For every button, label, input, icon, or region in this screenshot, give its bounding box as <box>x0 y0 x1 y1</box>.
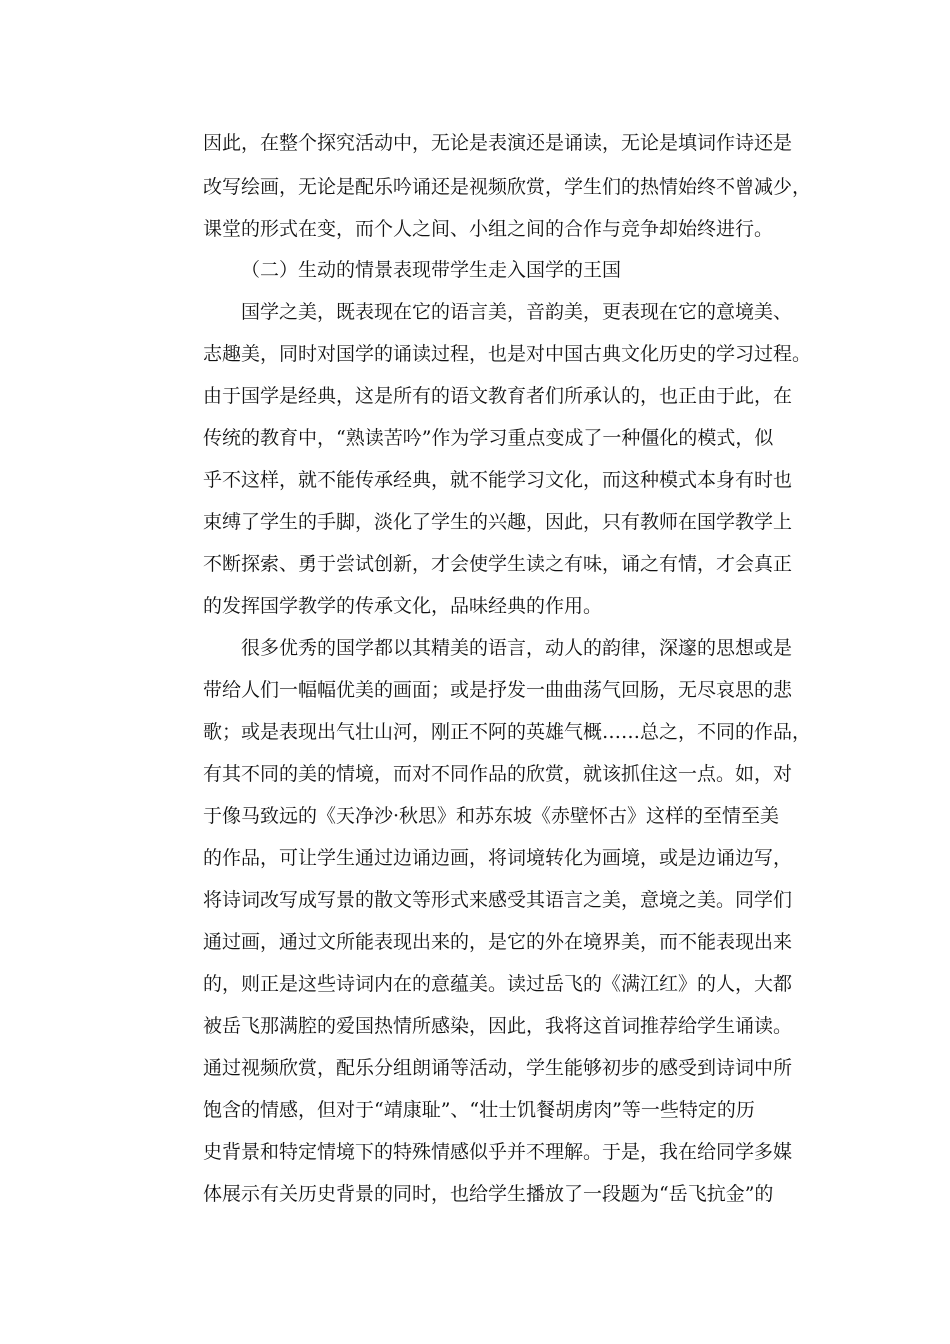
text-line: 乎不这样，就不能传承经典，就不能学习文化，而这种模式本身有时也 <box>203 469 793 491</box>
text-line: 史背景和特定情境下的特殊情感似乎并不理解。于是，我在给同学多媒 <box>203 1141 793 1163</box>
text-line: 志趣美，同时对国学的诵读过程，也是对中国古典文化历史的学习过程。 <box>203 343 812 365</box>
text-line: 饱含的情感，但对于“靖康耻”、“壮士饥餐胡虏肉”等一些特定的历 <box>203 1099 755 1121</box>
text-line: 的，则正是这些诗词内在的意蕴美。读过岳飞的《满江红》的人，大都 <box>203 973 793 995</box>
text-line: 传统的教育中，“熟读苦吟”作为学习重点变成了一种僵化的模式，似 <box>203 427 774 449</box>
text-line: 于像马致远的《天净沙·秋思》和苏东坡《赤壁怀古》这样的至情至美 <box>203 805 780 827</box>
text-line: 带给人们一幅幅优美的画面；或是抒发一曲曲荡气回肠，无尽哀思的悲 <box>203 679 793 701</box>
text-line: 由于国学是经典，这是所有的语文教育者们所承认的，也正由于此，在 <box>203 385 793 407</box>
text-line: 通过画，通过文所能表现出来的，是它的外在境界美，而不能表现出来 <box>203 931 793 953</box>
section-heading: （二）生动的情景表现带学生走入国学的王国 <box>241 259 622 281</box>
text-line: 被岳飞那满腔的爱国热情所感染，因此，我将这首词推荐给学生诵读。 <box>203 1015 793 1037</box>
text-line: 课堂的形式在变，而个人之间、小组之间的合作与竞争却始终进行。 <box>203 218 774 240</box>
text-line: 将诗词改写成写景的散文等形式来感受其语言之美，意境之美。同学们 <box>203 889 793 911</box>
text-line: 国学之美，既表现在它的语言美，音韵美，更表现在它的意境美、 <box>241 301 793 323</box>
text-line: 改写绘画，无论是配乐吟诵还是视频欣赏，学生们的热情始终不曾减少， <box>203 176 812 198</box>
text-line: 通过视频欣赏，配乐分组朗诵等活动，学生能够初步的感受到诗词中所 <box>203 1057 793 1079</box>
text-line: 很多优秀的国学都以其精美的语言，动人的韵律，深邃的思想或是 <box>241 637 793 659</box>
text-line: 歌；或是表现出气壮山河，刚正不阿的英雄气概……总之，不同的作品， <box>203 721 812 743</box>
text-line: 束缚了学生的手脚，淡化了学生的兴趣，因此，只有教师在国学教学上 <box>203 511 793 533</box>
text-line: 不断探索、勇于尝试创新，才会使学生读之有味，诵之有情，才会真正 <box>203 553 793 575</box>
text-line: 因此，在整个探究活动中，无论是表演还是诵读，无论是填词作诗还是 <box>203 132 793 154</box>
text-line: 体展示有关历史背景的同时，也给学生播放了一段题为“岳飞抗金”的 <box>203 1183 774 1205</box>
text-line: 的作品，可让学生通过边诵边画，将词境转化为画境，或是边诵边写， <box>203 847 793 869</box>
text-line: 的发挥国学教学的传承文化，品味经典的作用。 <box>203 595 603 617</box>
text-line: 有其不同的美的情境，而对不同作品的欣赏，就该抓住这一点。如，对 <box>203 763 793 785</box>
